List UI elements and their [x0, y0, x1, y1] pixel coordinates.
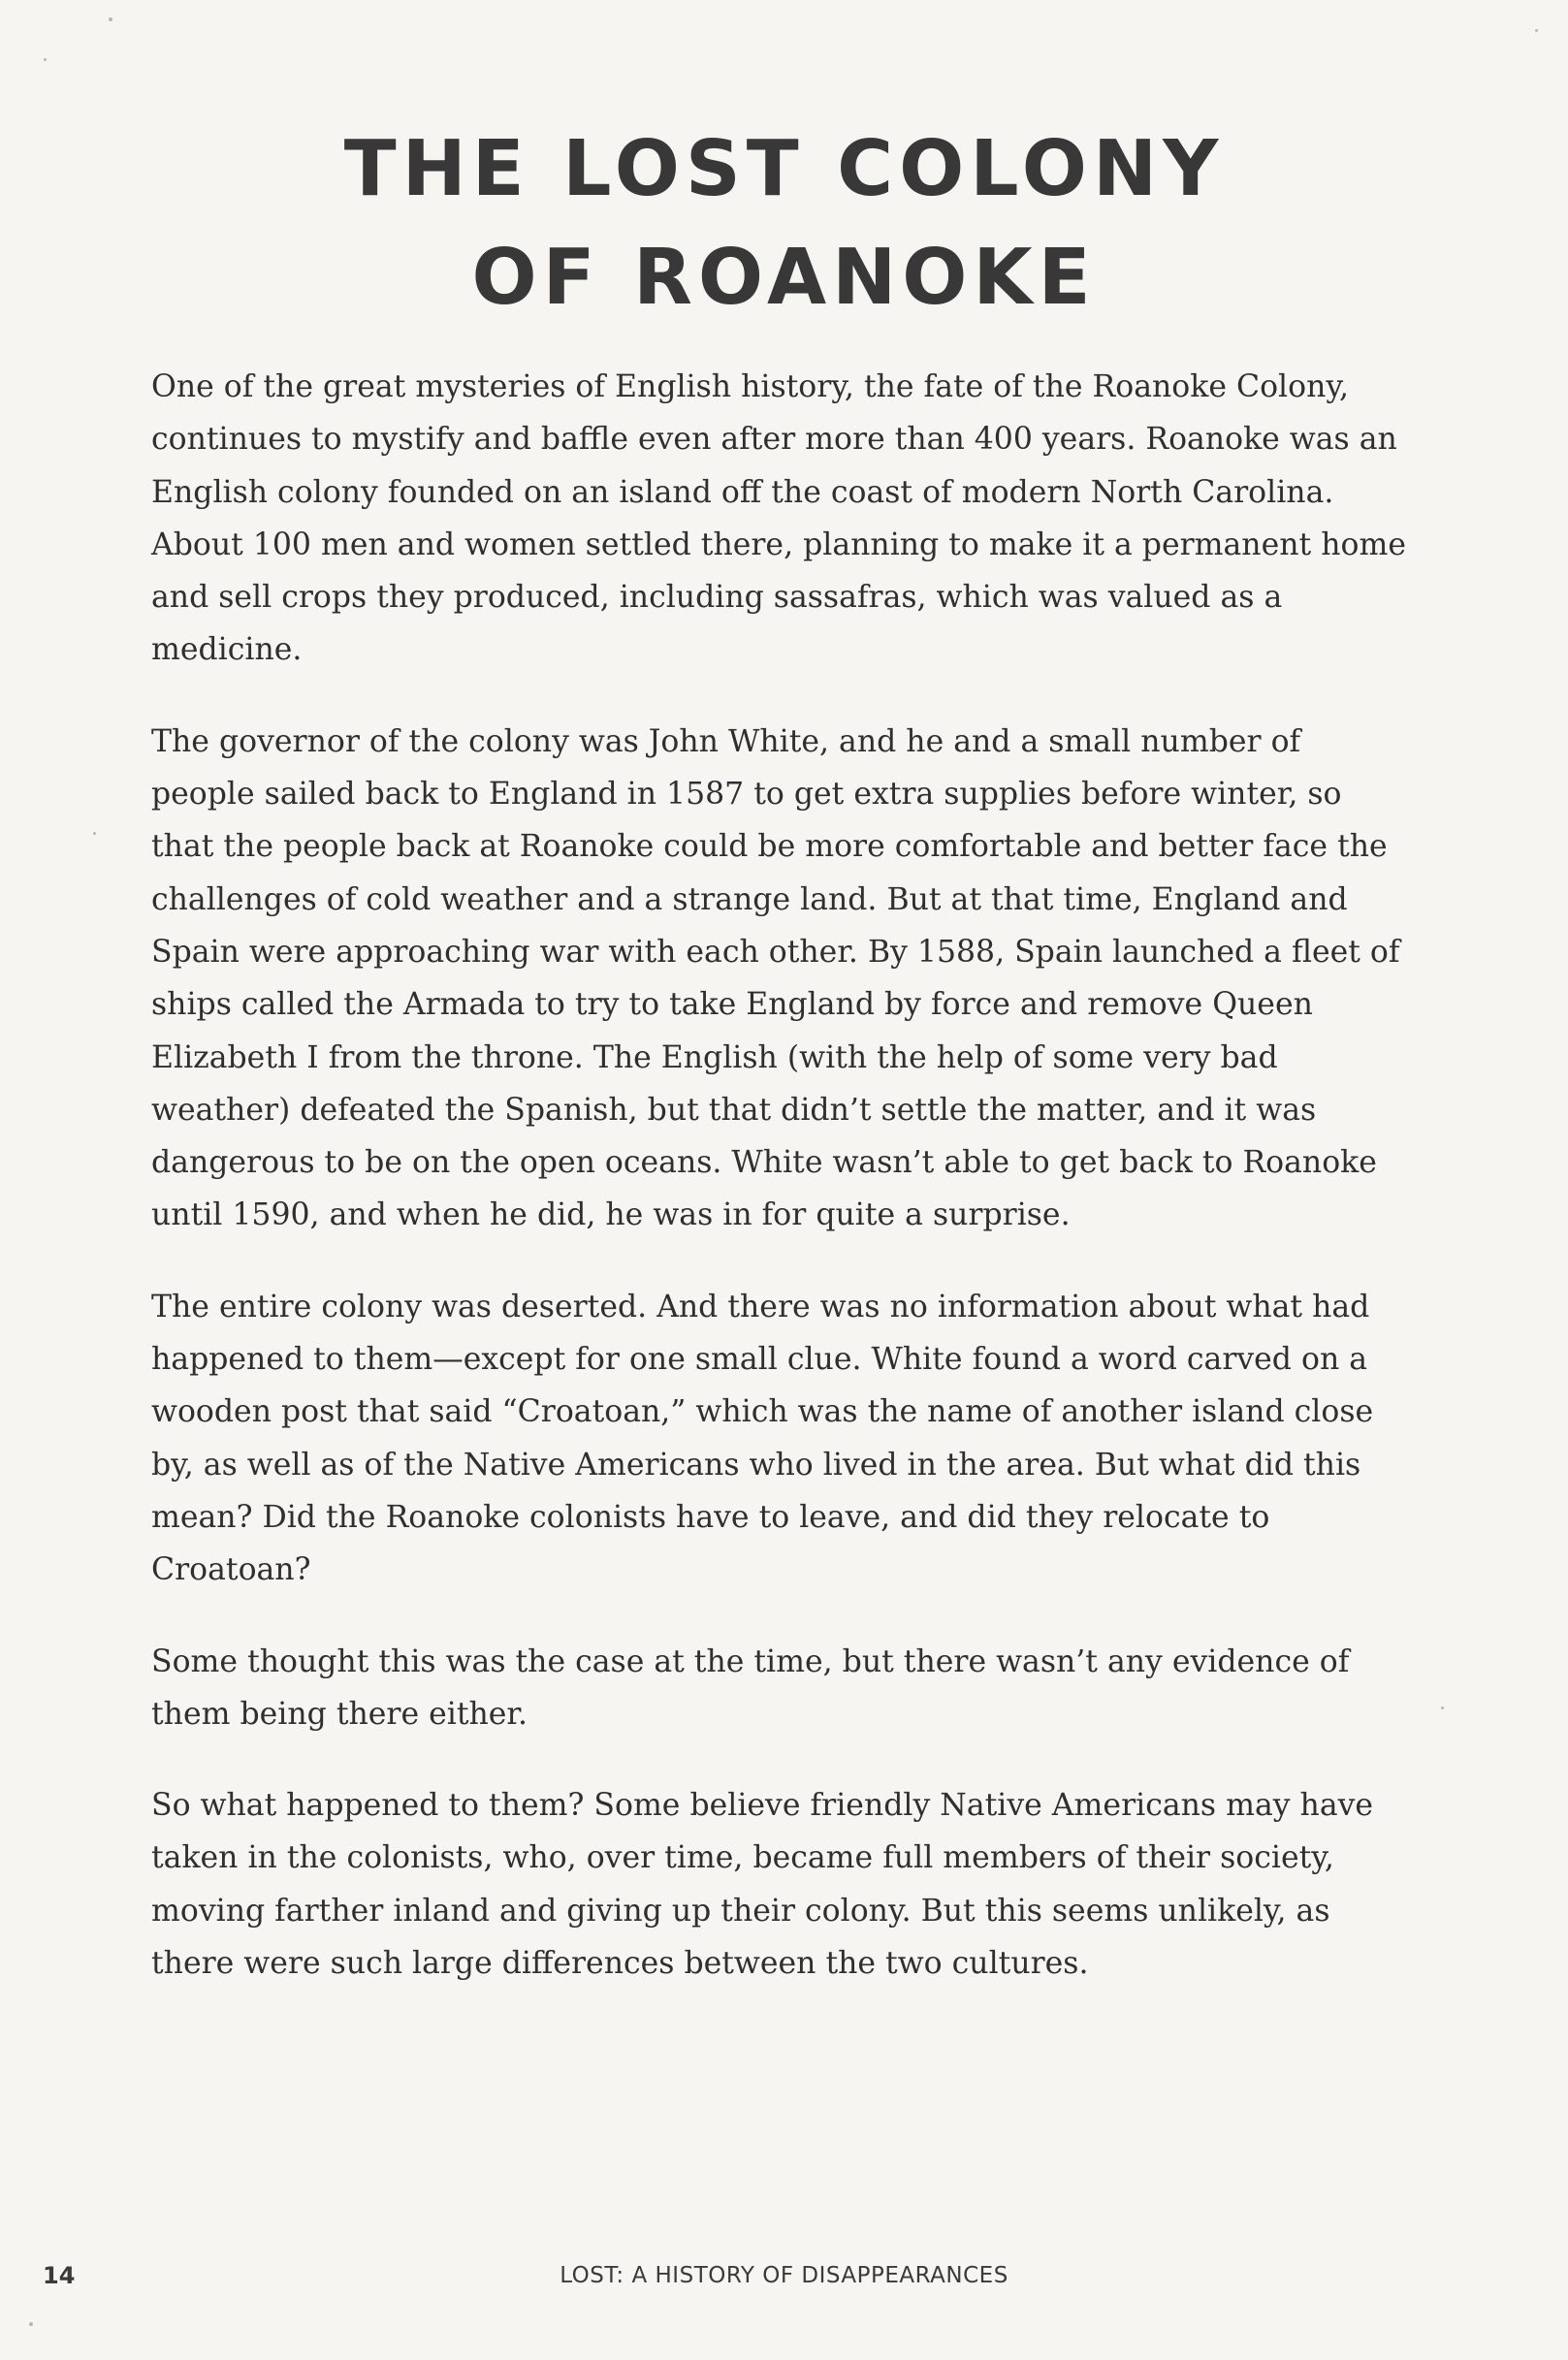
paper-speck — [1535, 29, 1538, 32]
running-footer-title: LOST: A HISTORY OF DISAPPEARANCES — [560, 2263, 1008, 2288]
paragraph: The entire colony was deserted. And there was no information about what had happened to them—except for one small clue. White found a word carved on a wooden post that said “Croatoan,” which was the name of another island close by, as well as of the Native Americans who lived in the area. But what did this mean? Did the Roanoke colonists have to leave, and did they relocate to Croatoan? — [151, 1289, 1374, 1588]
paper-speck — [93, 832, 96, 835]
body-text — [151, 361, 1412, 2028]
title-line-1: THE LOST COLONY — [343, 124, 1225, 213]
paper-speck — [29, 2322, 33, 2326]
page-number: 14 — [43, 2262, 76, 2289]
page-title — [0, 114, 1568, 332]
paragraph: One of the great mysteries of English history, the fate of the Roanoke Colony, continues to mystify and baffle even after more than 400 years. Roanoke was an English colony founded on an island off the coast of modern North Carolina. About 100 men and women settled there, planning to make it a permanent home and sell crops they produced, including sassafras, which was valued as a medicine. — [151, 369, 1406, 668]
paragraph: Some thought this was the case at the time, but there wasn’t any evidence of them being there either. — [151, 1643, 1350, 1732]
paragraph: So what happened to them? Some believe friendly Native Americans may have taken in the colonists, who, over time, became full members of their society, moving farther inland and giving up their colony. But this seems unlikely, as there were such large differences between the two cultures. — [151, 1788, 1374, 1982]
paper-speck — [44, 58, 47, 61]
paragraph: The governor of the colony was John White, and he and a small number of people sailed back to England in 1587 to get extra supplies before winter, so that the people back at Roanoke could be more comfortable and better face the challenges of cold weather and a strange land. But at that time, England and Spain were approaching war with each other. By 1588, Spain launched a fleet of ships called the Armada to try to take England by force and remove Queen Elizabeth I from the throne. The English (with the help of some very bad weather) defeated the Spanish, but that didn’t settle the matter, and it was dangerous to be on the open oceans. White wasn’t able to get back to Roanoke until 1590, and when he did, he was in for quite a surprise. — [151, 723, 1400, 1233]
paper-speck — [109, 17, 112, 21]
paper-speck — [1441, 1706, 1444, 1709]
title-line-2: OF ROANOKE — [471, 233, 1097, 322]
